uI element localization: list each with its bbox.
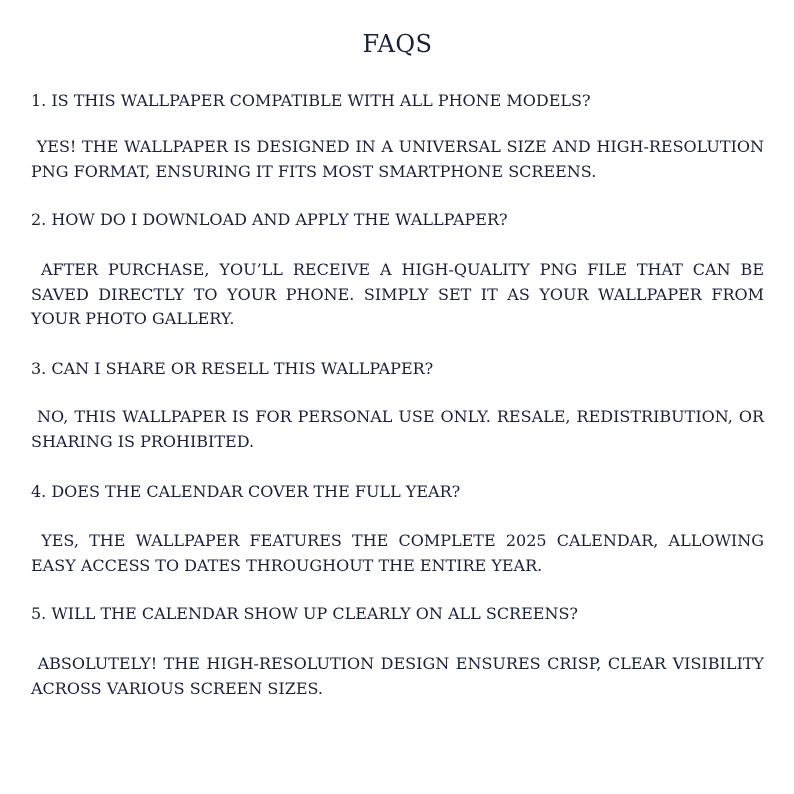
faq-answer-4: YES, THE WALLPAPER FEATURES THE COMPLETE 2025 CALENDAR, ALLOWING EASY ACCESS TO DATES THROUGHOUT THE ENTIRE YEAR. — [31, 531, 770, 575]
faq-question-1: 1. IS THIS WALLPAPER COMPATIBLE WITH ALL PHONE MODELS? — [31, 91, 591, 110]
page-title: FAQS — [362, 30, 433, 58]
faq-question-4: 4. DOES THE CALENDAR COVER THE FULL YEAR? — [31, 482, 461, 501]
faq-question-2: 2. HOW DO I DOWNLOAD AND APPLY THE WALLPAPER? — [31, 210, 508, 229]
faq-answer-5: ABSOLUTELY! THE HIGH-RESOLUTION DESIGN ENSURES CRISP, CLEAR VISIBILITY ACROSS VARIOUS SCREEN SIZES. — [31, 654, 770, 698]
faq-answer-3: NO, THIS WALLPAPER IS FOR PERSONAL USE ONLY. RESALE, REDISTRIBUTION, OR SHARING IS PROHIBITED. — [31, 407, 770, 451]
faq-answer-1: YES! THE WALLPAPER IS DESIGNED IN A UNIVERSAL SIZE AND HIGH-RESOLUTION PNG FORMAT, ENSURING IT FITS MOST SMARTPHONE SCREENS. — [31, 137, 770, 181]
faq-question-5: 5. WILL THE CALENDAR SHOW UP CLEARLY ON ALL SCREENS? — [31, 604, 578, 623]
faq-question-3: 3. CAN I SHARE OR RESELL THIS WALLPAPER? — [31, 359, 434, 378]
faq-answer-2: AFTER PURCHASE, YOU’LL RECEIVE A HIGH-QUALITY PNG FILE THAT CAN BE SAVED DIRECTLY TO YOUR PHONE. SIMPLY SET IT AS YOUR WALLPAPER FROM YOUR PHOTO GALLERY. — [31, 260, 770, 328]
